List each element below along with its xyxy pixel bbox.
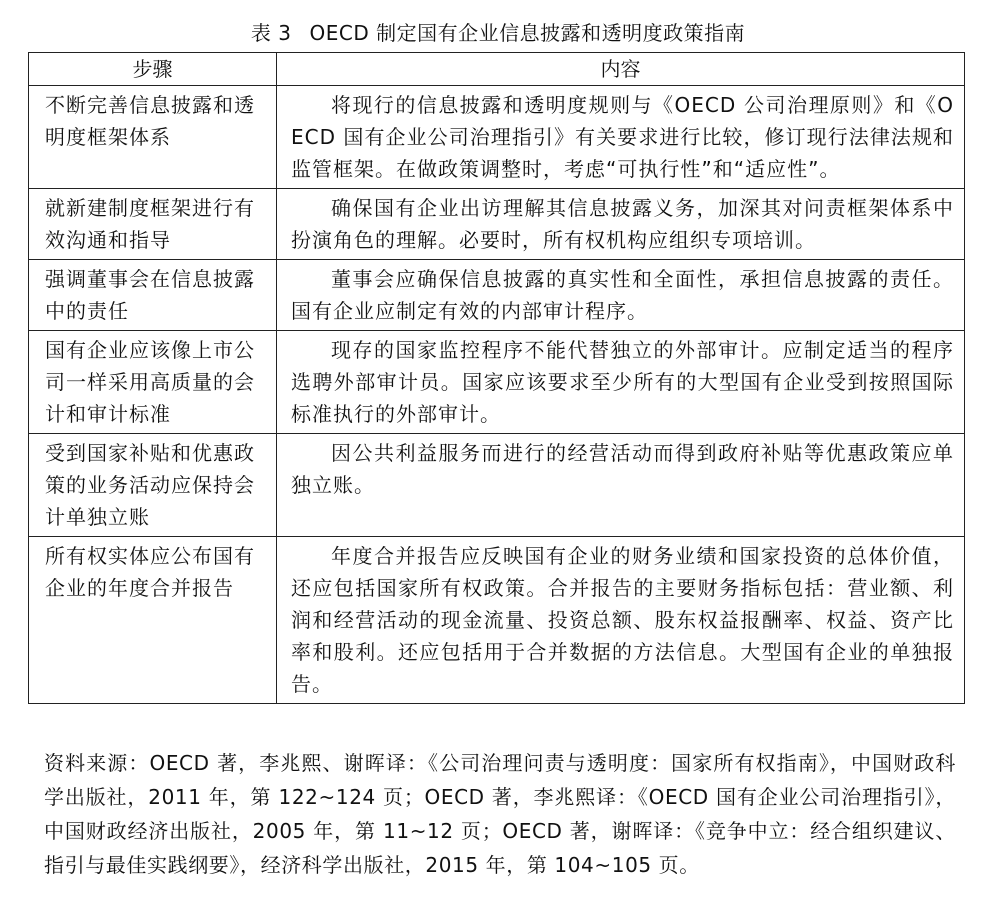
content-cell: 因公共利益服务而进行的经营活动而得到政府补贴等优惠政策应单独立账。 [277,434,965,537]
header-step: 步骤 [29,53,277,86]
header-row [29,53,965,86]
step-cell: 受到国家补贴和优惠政策的业务活动应保持会计单独立账 [29,434,277,537]
step-cell: 就新建制度框架进行有效沟通和指导 [29,189,277,260]
table-number: 表 3 [250,21,292,45]
table-caption [0,18,996,48]
table-row [29,331,965,434]
table-title: OECD 制定国有企业信息披露和透明度政策指南 [309,21,746,45]
content-cell: 现存的国家监控程序不能代替独立的外部审计。应制定适当的程序选聘外部审计员。国家应该要求至少所有的大型国有企业受到按照国际标准执行的外部审计。 [277,331,965,434]
step-cell: 强调董事会在信息披露中的责任 [29,260,277,331]
content-cell: 董事会应确保信息披露的真实性和全面性，承担信息披露的责任。国有企业应制定有效的内部审计程序。 [277,260,965,331]
table-row [29,260,965,331]
table-row [29,434,965,537]
policy-guidelines-table [28,52,965,704]
content-cell: 将现行的信息披露和透明度规则与《OECD 公司治理原则》和《OECD 国有企业公司治理指引》有关要求进行比较，修订现行法律法规和监管框架。在做政策调整时，考虑“可执行性”和“适应性”。 [277,86,965,189]
content-cell: 年度合并报告应反映国有企业的财务业绩和国家投资的总体价值，还应包括国家所有权政策。合并报告的主要财务指标包括：营业额、利润和经营活动的现金流量、投资总额、股东权益报酬率、权益、资产比率和股利。还应包括用于合并数据的方法信息。大型国有企业的单独报告。 [277,537,965,704]
step-cell: 不断完善信息披露和透明度框架体系 [29,86,277,189]
table-row [29,189,965,260]
header-content: 内容 [277,53,965,86]
table-row [29,537,965,704]
content-cell: 确保国有企业出访理解其信息披露义务，加深其对问责框架体系中扮演角色的理解。必要时，所有权机构应组织专项培训。 [277,189,965,260]
source-note: 资料来源：OECD 著，李兆熙、谢晖译：《公司治理问责与透明度：国家所有权指南》，中国财政科学出版社，2011 年，第 122~124 页；OECD 著，李兆熙译：《OECD 国有企业公司治理指引》，中国财政经济出版社，2005 年，第 11~12 页；OECD 著，谢晖译：《竞争中立：经合组织建议、指引与最佳实践纲要》，经济科学出版社，2015 年，第 104~105 页。 [44,751,956,877]
table-row [29,86,965,189]
step-cell: 所有权实体应公布国有企业的年度合并报告 [29,537,277,704]
step-cell: 国有企业应该像上市公司一样采用高质量的会计和审计标准 [29,331,277,434]
